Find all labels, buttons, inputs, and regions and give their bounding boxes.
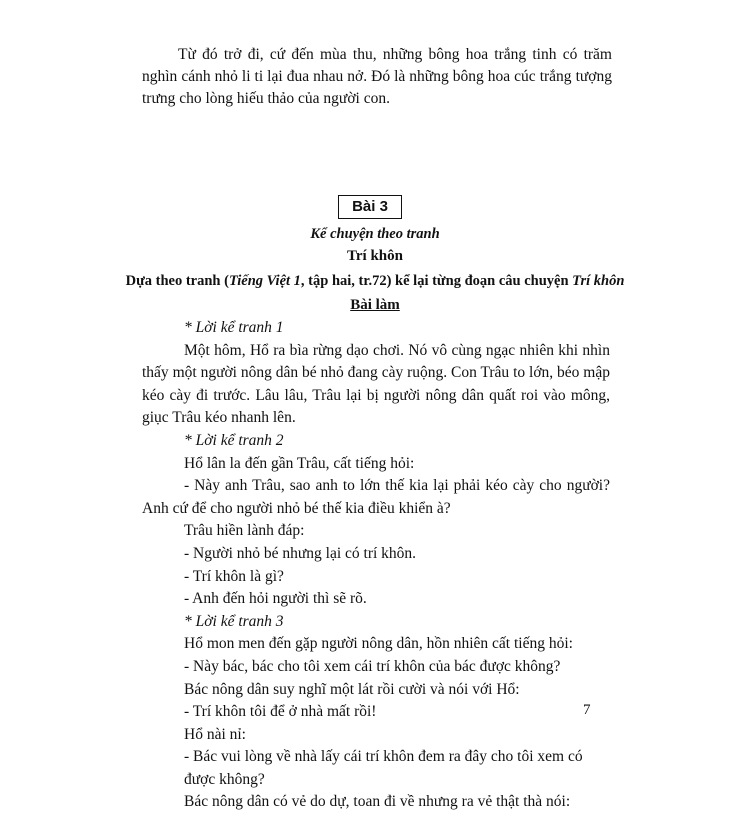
picture-label: * Lời kể tranh 2: [184, 431, 284, 449]
answer-heading: [0, 294, 750, 316]
intro-paragraph: [142, 44, 612, 110]
lesson-number-box: Bài 3: [338, 195, 402, 219]
task-middle: , tập hai, tr.72) kể lại từng đoạn câu chuyện: [300, 273, 573, 289]
page-number: 7: [583, 702, 591, 718]
story-line: - Người nhỏ bé nhưng lại có trí khôn.: [184, 544, 417, 562]
story-line: - Trí khôn tôi để ở nhà mất rồi!: [184, 703, 377, 721]
intro-text: Từ đó trở đi, cứ đến mùa thu, những bông hoa trắng tinh có trăm nghìn cánh nhỏ li ti lại đua nhau nở. Đó là những bông hoa cúc trắng tượng trưng cho lòng hiếu thảo của người con.: [142, 46, 612, 107]
story-line: Trâu hiền lành đáp:: [184, 522, 305, 540]
task-prefix: Dựa theo tranh (: [125, 273, 229, 289]
story-line: - Bác vui lòng về nhà lấy cái trí khôn đem ra đây cho tôi xem có được không?: [184, 748, 583, 788]
story-line: Hổ nài nỉ:: [184, 725, 246, 743]
story-line: - Này anh Trâu, sao anh to lớn thế kia lại phải kéo cày cho người? Anh cứ để cho người nhỏ bé thế kia điều khiển à?: [142, 477, 610, 517]
lesson-subtitle: Kể chuyện theo tranh: [310, 226, 440, 242]
task-book: Tiếng Việt 1: [228, 273, 301, 289]
answer-heading-text: Bài làm: [350, 297, 400, 313]
story-line: Hổ mon men đến gặp người nông dân, hồn nhiên cất tiếng hỏi:: [184, 635, 573, 653]
story-line: - Anh đến hỏi người thì sẽ rõ.: [184, 590, 367, 608]
story-line: Bác nông dân có vẻ do dự, toan đi về nhưng ra vẻ thật thà nói:: [184, 793, 571, 811]
task-story: Trí khôn: [572, 273, 625, 289]
story-body: [142, 317, 610, 814]
story-title: Trí khôn: [347, 248, 403, 264]
story-line: - Này bác, bác cho tôi xem cái trí khôn của bác được không?: [184, 657, 561, 675]
story-line: Hổ lân la đến gần Trâu, cất tiếng hỏi:: [184, 454, 415, 472]
task-instruction: [0, 270, 750, 292]
story-line: - Trí khôn là gì?: [184, 567, 284, 585]
picture-label: * Lời kể tranh 3: [184, 612, 284, 630]
story-line: Một hôm, Hổ ra bìa rừng dạo chơi. Nó vô cùng ngạc nhiên khi nhìn thấy một người nông dân bé nhỏ đang cày ruộng. Con Trâu to lớn, béo mập kéo cày đi trước. Lâu lâu, Trâu lại bị người nông dân quất roi vào mông, giục Trâu kéo nhanh lên.: [142, 341, 610, 427]
story-line: Bác nông dân suy nghĩ một lát rồi cười và nói với Hổ:: [184, 680, 520, 698]
picture-label: * Lời kể tranh 1: [184, 319, 284, 336]
